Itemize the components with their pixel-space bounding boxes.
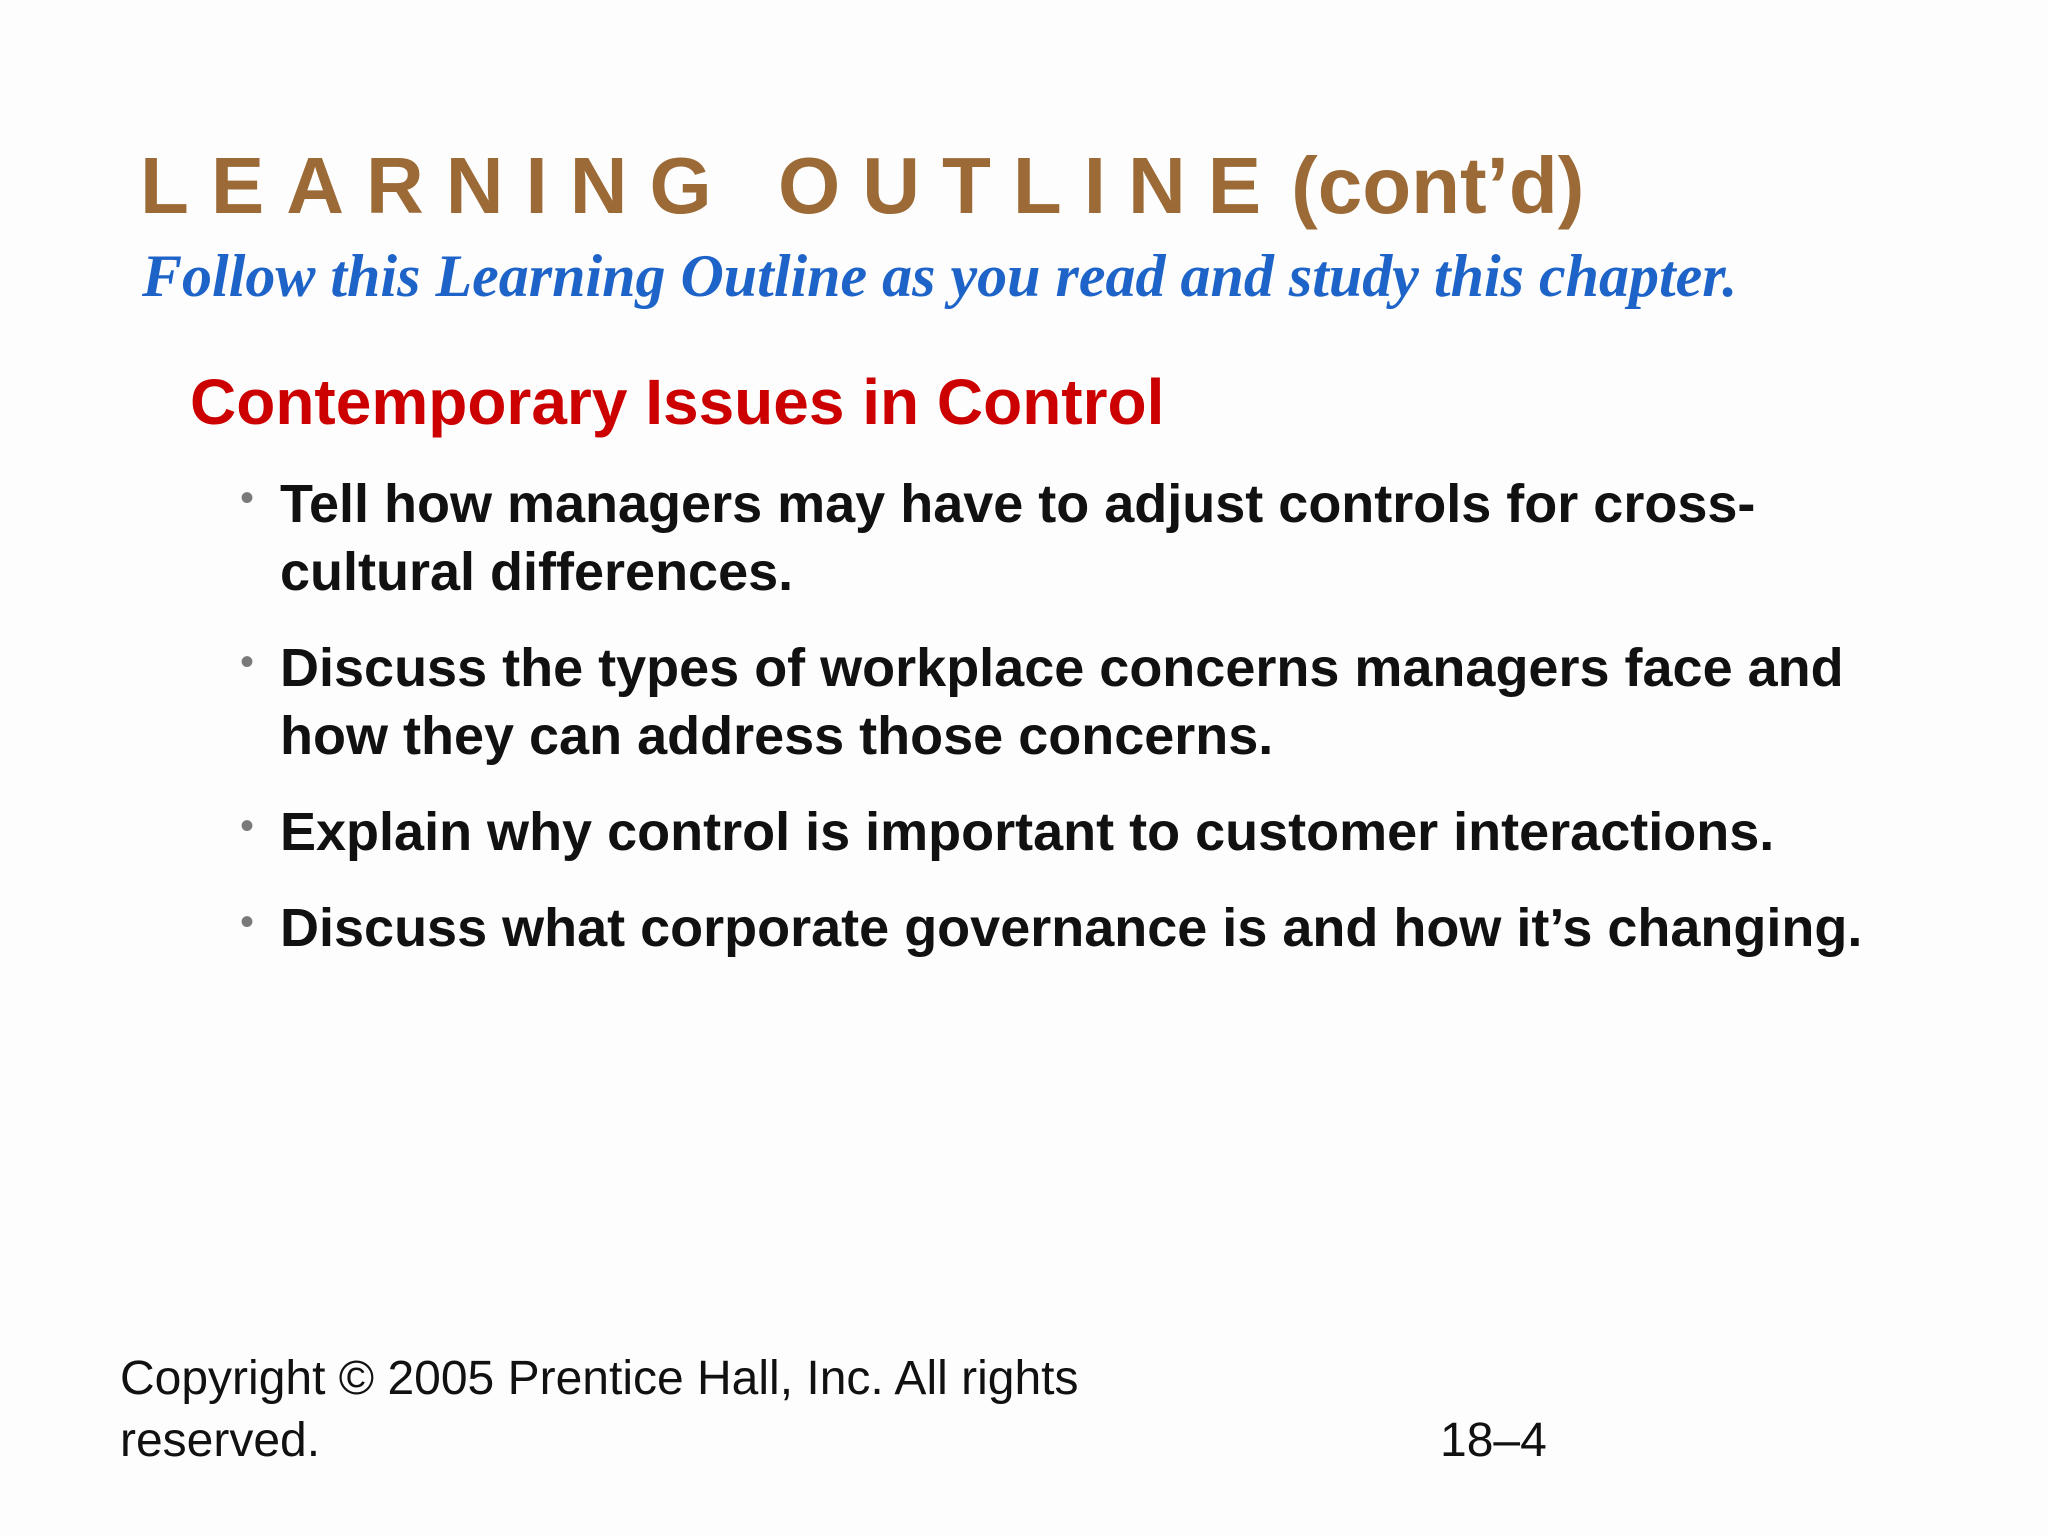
bullet-text: Discuss what corporate governance is and how it’s changing. xyxy=(280,898,1863,958)
slide-subtitle: Follow this Learning Outline as you read and study this chapter. xyxy=(142,243,1738,309)
footer-copyright: Copyright © 2005 Prentice Hall, Inc. All rights reserved. xyxy=(120,1352,1079,1467)
bullet-text: Tell how managers may have to adjust controls for cross-cultural differences. xyxy=(280,474,1756,602)
bullet-item xyxy=(240,894,1880,962)
bullet-item xyxy=(240,470,1880,606)
bullet-dot-icon: • xyxy=(240,900,255,944)
slide-title xyxy=(140,138,1584,234)
bullet-dot-icon: • xyxy=(240,640,255,684)
bullet-dot-icon: • xyxy=(240,476,255,520)
slide-title-suffix: (cont’d) xyxy=(1291,141,1585,230)
bullet-text: Discuss the types of workplace concerns managers face and how they can address those concerns. xyxy=(280,638,1844,766)
bullet-list xyxy=(240,470,1880,990)
bullet-text: Explain why control is important to customer interactions. xyxy=(280,802,1775,862)
bullet-item xyxy=(240,798,1880,866)
bullet-dot-icon: • xyxy=(240,804,255,848)
footer-page-number: 18–4 xyxy=(1440,1414,1547,1467)
bullet-item xyxy=(240,634,1880,770)
section-heading: Contemporary Issues in Control xyxy=(190,366,1165,438)
slide-title-main: LEARNING OUTLINE xyxy=(140,141,1284,230)
